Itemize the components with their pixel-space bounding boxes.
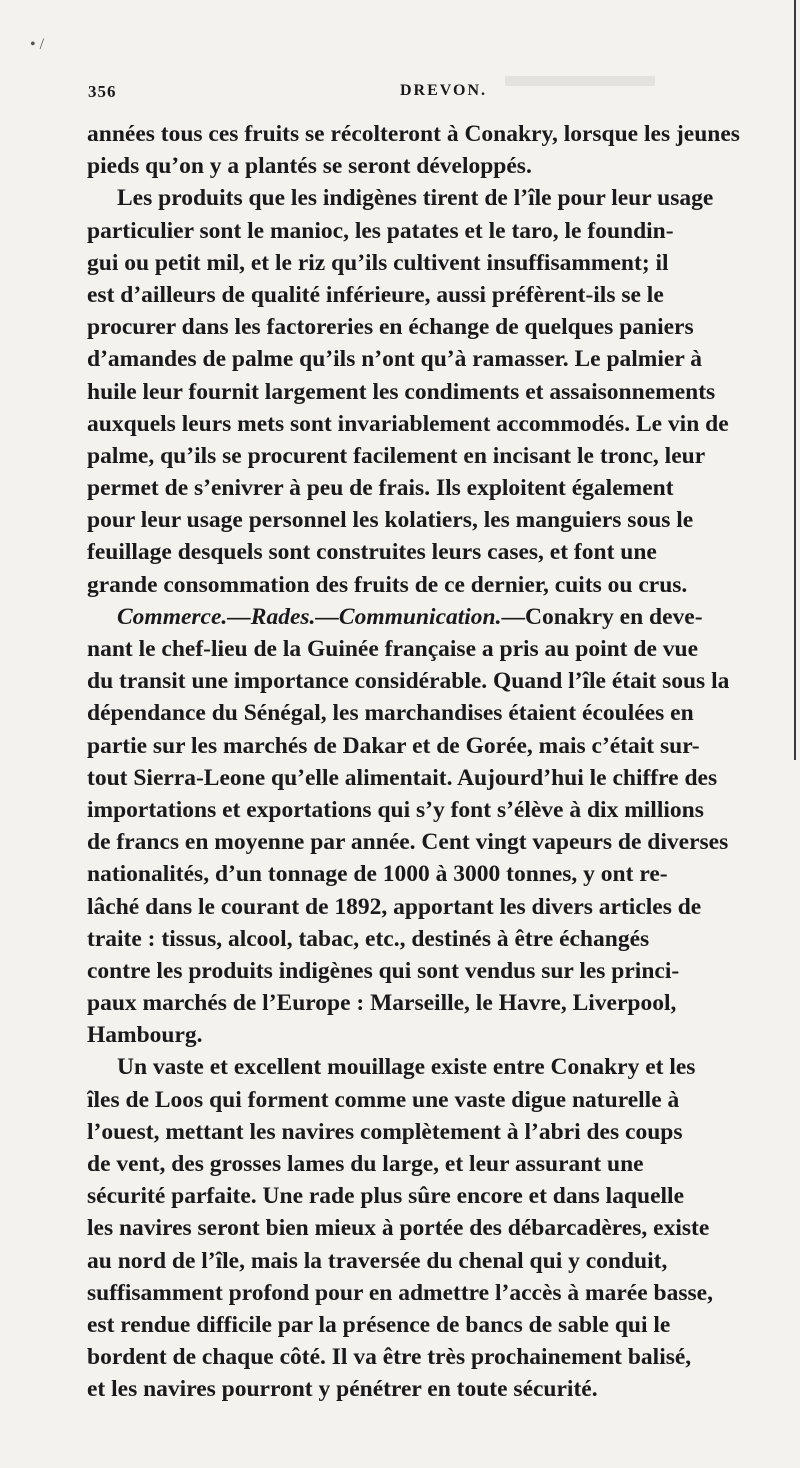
text-line bbox=[87, 923, 787, 955]
line-text: lâché dans le courant de 1892, apportant les divers articles de bbox=[87, 893, 702, 920]
text-line bbox=[87, 343, 787, 375]
text-line bbox=[87, 987, 787, 1019]
line-text: du transit une importance considérable. Quand l’île était sous la bbox=[87, 668, 730, 695]
line-text: l’ouest, mettant les navires complètement à l’abri des coups bbox=[87, 1118, 683, 1145]
body-text bbox=[87, 118, 787, 1406]
line-text: nationalités, d’un tonnage de 1000 à 3000 tonnes, y ont re- bbox=[87, 861, 668, 888]
text-line bbox=[87, 1148, 787, 1180]
line-text: pour leur usage personnel les kolatiers, les manguiers sous le bbox=[87, 507, 694, 534]
line-text: —Conakry en deve- bbox=[501, 603, 703, 630]
line-text: tout Sierra-Leone qu’elle alimentait. Aujourd’hui le chiffre des bbox=[87, 764, 718, 791]
line-text: bordent de chaque côté. Il va être très prochainement balisé, bbox=[87, 1344, 692, 1371]
line-text: les navires seront bien mieux à portée des débarcadères, existe bbox=[87, 1215, 710, 1242]
line-text: de vent, des grosses lames du large, et leur assurant une bbox=[87, 1151, 644, 1177]
text-line bbox=[87, 1245, 787, 1277]
text-line bbox=[87, 215, 787, 247]
section-heading: Commerce.—Rades.—Communication. bbox=[117, 603, 502, 630]
line-text: permet de s’enivrer à peu de frais. Ils exploitent également bbox=[87, 475, 674, 502]
line-text: Hambourg. bbox=[87, 1022, 203, 1049]
line-text: auxquels leurs mets sont invariablement accommodés. Le vin de bbox=[87, 410, 729, 437]
text-line bbox=[87, 311, 787, 343]
line-text: particulier sont le manioc, les patates et le taro, le foundin- bbox=[87, 217, 674, 244]
line-text: suffisamment profond pour en admettre l’accès à marée basse, bbox=[87, 1279, 713, 1306]
line-text: nant le chef-lieu de la Guinée française a pris au point de vue bbox=[87, 636, 698, 662]
line-text: est d’ailleurs de qualité inférieure, aussi préfèrent-ils se le bbox=[87, 281, 664, 308]
line-text: de francs en moyenne par année. Cent vingt vapeurs de diverses bbox=[87, 829, 729, 856]
text-line bbox=[87, 1309, 787, 1341]
text-line bbox=[87, 472, 787, 504]
page-header bbox=[88, 82, 748, 108]
line-text: traite : tissus, alcool, tabac, etc., destinés à être échangés bbox=[87, 925, 650, 952]
text-line bbox=[87, 794, 787, 826]
line-text: et les navires pourront y pénétrer en toute sécurité. bbox=[87, 1376, 598, 1403]
text-line bbox=[87, 955, 787, 987]
text-line bbox=[87, 1212, 787, 1244]
line-text: dépendance du Sénégal, les marchandises étaient écoulées en bbox=[87, 700, 694, 727]
line-text: huile leur fournit largement les condiments et assaisonnements bbox=[87, 378, 716, 405]
text-line bbox=[87, 408, 787, 440]
line-text: pieds qu’on y a plantés se seront développés. bbox=[87, 153, 532, 180]
text-line bbox=[87, 1277, 787, 1309]
text-line bbox=[87, 247, 787, 279]
text-line bbox=[87, 633, 787, 665]
text-line bbox=[87, 279, 787, 311]
line-text: grande consommation des fruits de ce dernier, cuits ou crus. bbox=[87, 571, 688, 598]
text-line bbox=[87, 504, 787, 536]
text-line bbox=[87, 665, 787, 697]
text-line bbox=[87, 118, 787, 150]
line-text: partie sur les marchés de Dakar et de Gorée, mais c’était sur- bbox=[87, 732, 700, 759]
text-line bbox=[87, 762, 787, 794]
line-text: contre les produits indigènes qui sont vendus sur les princi- bbox=[87, 957, 680, 984]
text-line bbox=[87, 730, 787, 762]
line-text: Les produits que les indigènes tirent de l’île pour leur usage bbox=[117, 185, 714, 212]
text-line bbox=[87, 1341, 787, 1373]
line-text: au nord de l’île, mais la traversée du chenal qui y conduit, bbox=[87, 1247, 668, 1274]
text-line bbox=[87, 1019, 787, 1051]
running-title: DREVON. bbox=[400, 82, 488, 99]
text-line bbox=[87, 826, 787, 858]
text-line bbox=[87, 150, 787, 182]
page-number: 356 bbox=[88, 82, 117, 101]
page-edge-line bbox=[794, 0, 796, 760]
text-line bbox=[87, 536, 787, 568]
line-text: gui ou petit mil, et le riz qu’ils cultivent insuffisamment; il bbox=[87, 249, 669, 276]
line-text: Un vaste et excellent mouillage existe entre Conakry et les bbox=[117, 1054, 696, 1081]
text-line bbox=[87, 1373, 787, 1405]
line-text: paux marchés de l’Europe : Marseille, le Havre, Liverpool, bbox=[87, 990, 677, 1017]
text-line bbox=[87, 376, 787, 408]
margin-mark: • / bbox=[30, 36, 45, 53]
text-line bbox=[87, 182, 787, 214]
line-text: palme, qu’ils se procurent facilement en incisant le tronc, leur bbox=[87, 442, 706, 469]
text-line bbox=[87, 891, 787, 923]
line-text: d’amandes de palme qu’ils n’ont qu’à ramasser. Le palmier à bbox=[87, 346, 702, 373]
line-text: procurer dans les factoreries en échange de quelques paniers bbox=[87, 314, 694, 341]
text-line bbox=[87, 697, 787, 729]
text-line bbox=[87, 569, 787, 601]
text-line bbox=[87, 858, 787, 890]
text-line bbox=[87, 1180, 787, 1212]
line-text: importations et exportations qui s’y font s’élève à dix millions bbox=[87, 796, 704, 823]
text-line bbox=[87, 440, 787, 472]
text-line bbox=[87, 1116, 787, 1148]
line-text: feuillage desquels sont construites leurs cases, et font une bbox=[87, 539, 657, 566]
line-text: îles de Loos qui forment comme une vaste digue naturelle à bbox=[87, 1086, 680, 1113]
line-text: sécurité parfaite. Une rade plus sûre encore et dans laquelle bbox=[87, 1183, 685, 1210]
line-text: années tous ces fruits se récolteront à Conakry, lorsque les jeunes bbox=[87, 121, 740, 147]
text-line bbox=[87, 601, 787, 633]
text-line bbox=[87, 1084, 787, 1116]
text-line bbox=[87, 1051, 787, 1083]
line-text: est rendue difficile par la présence de bancs de sable qui le bbox=[87, 1311, 671, 1338]
